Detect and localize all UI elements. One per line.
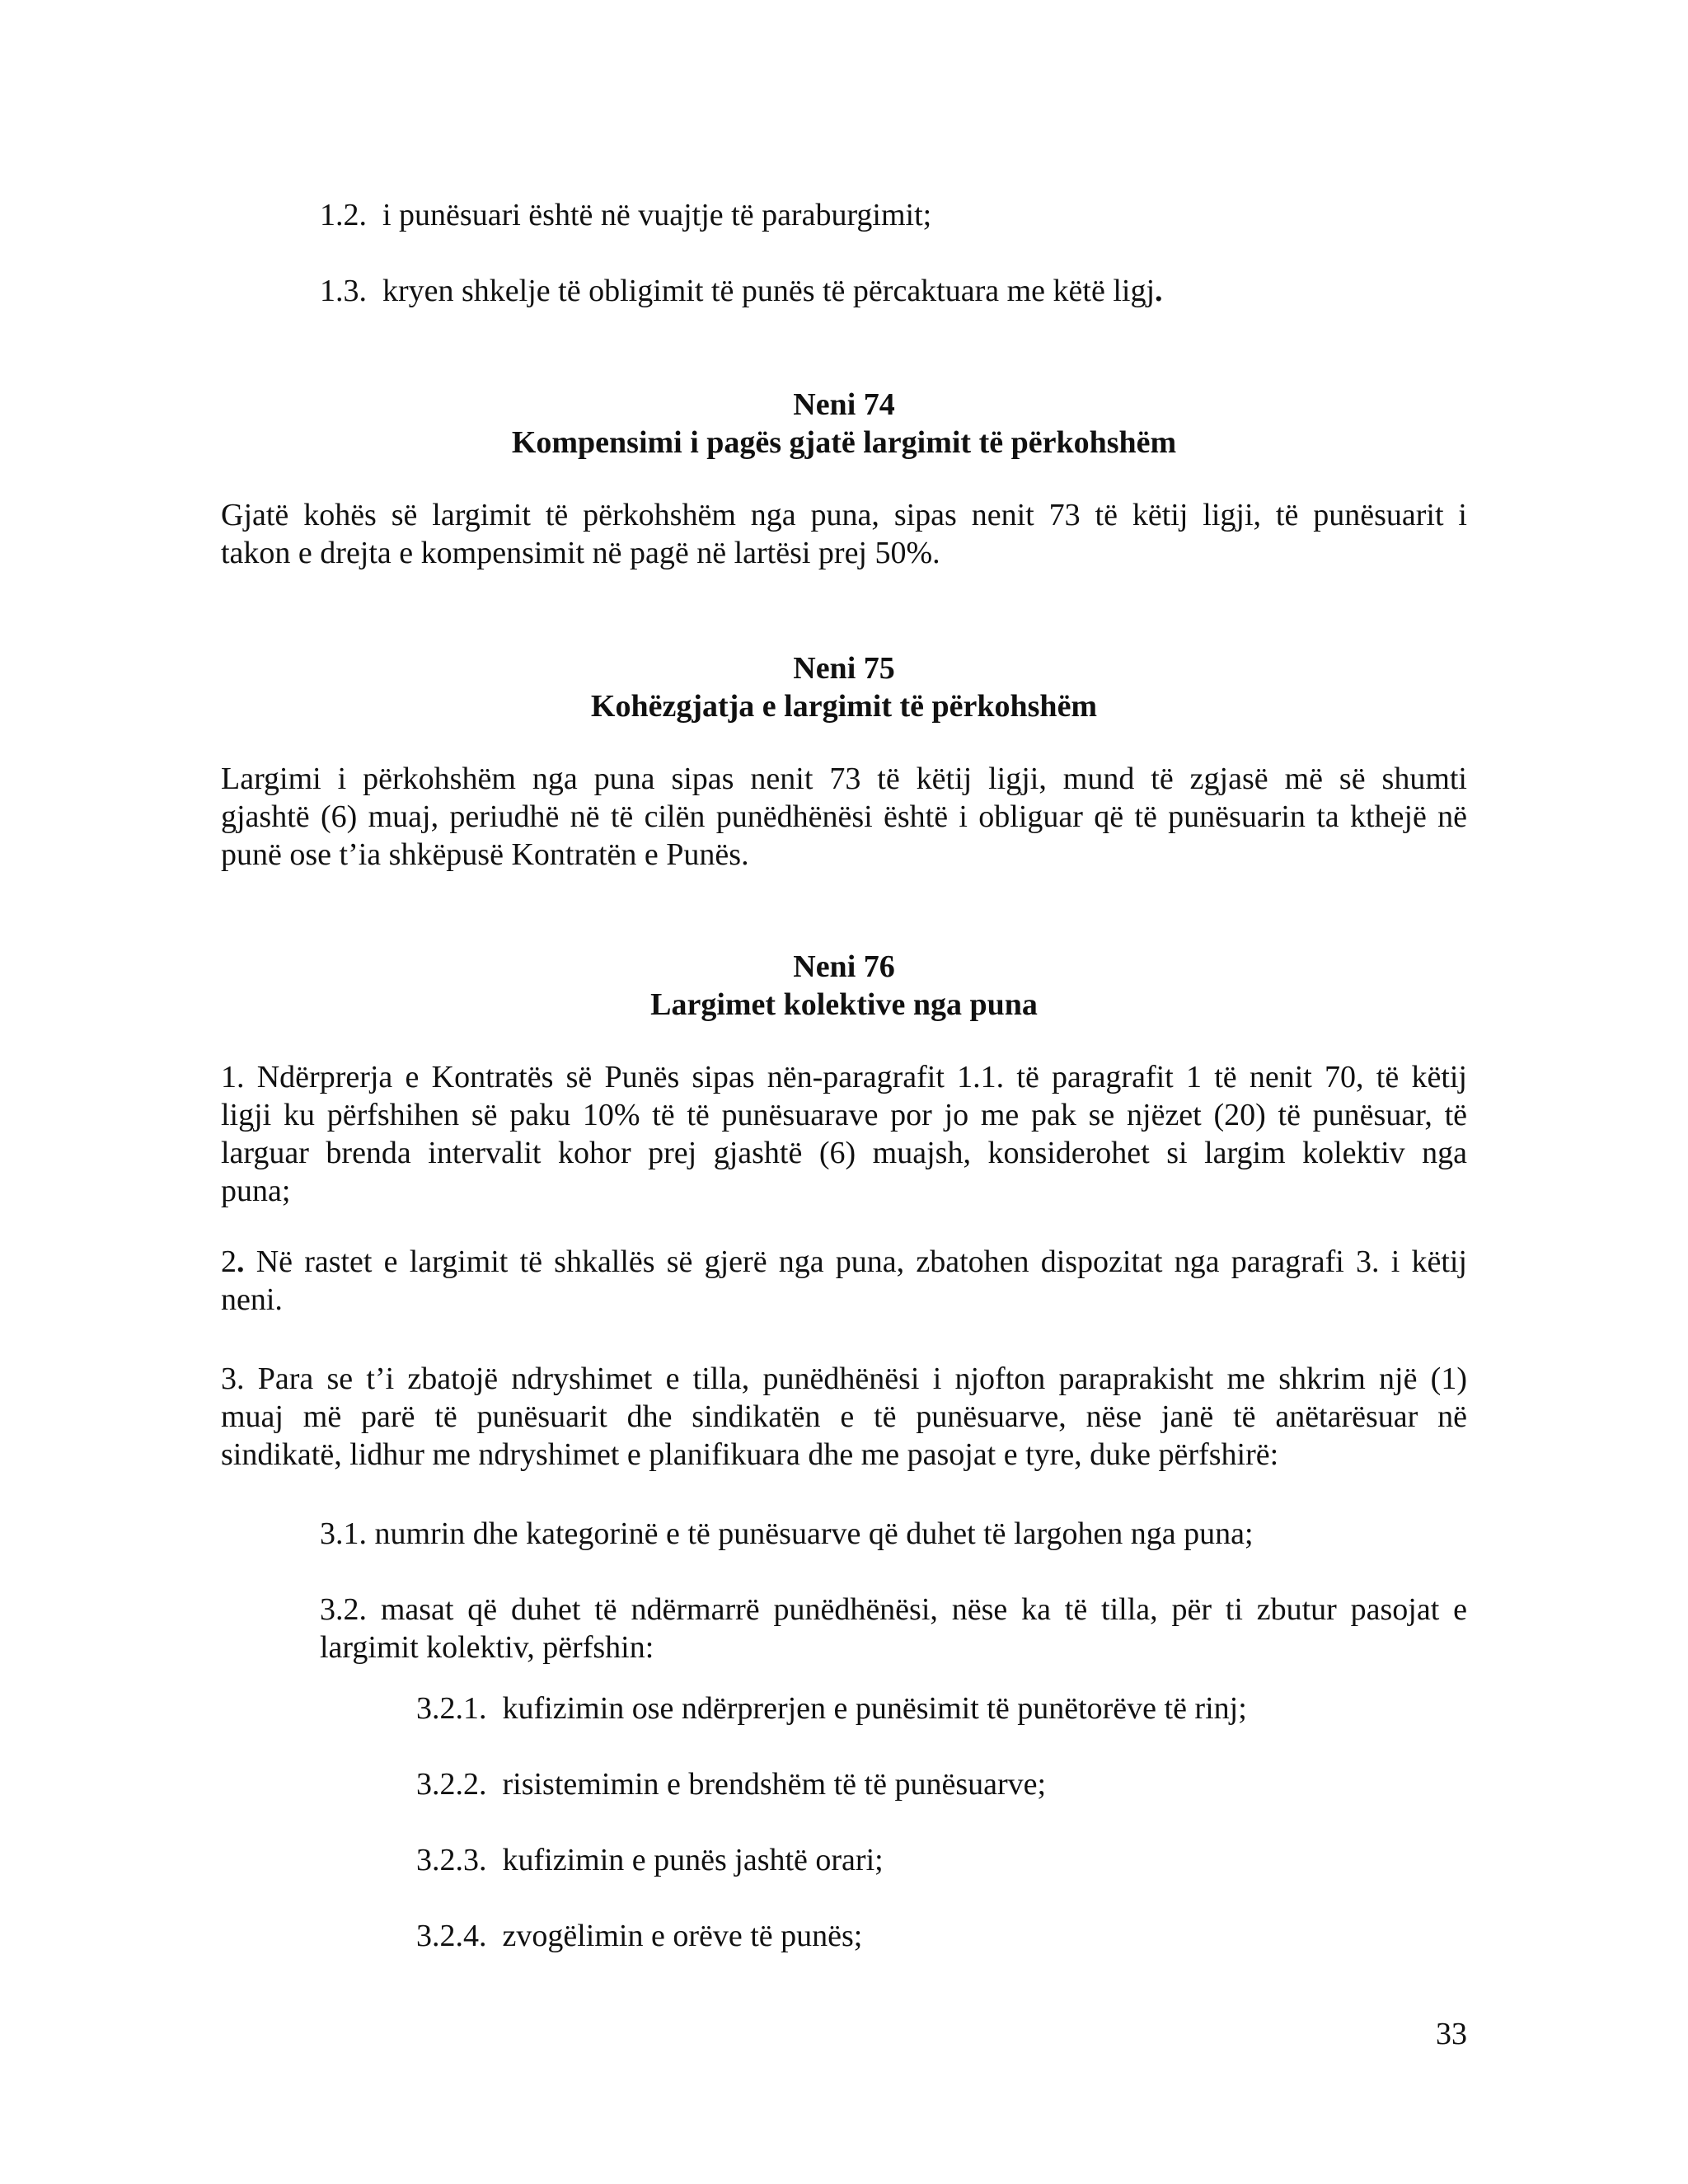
list-item-text: kryen shkelje të obligimit të punës të përcaktuara me këtë ligj	[382, 274, 1156, 308]
paragraph-number: 2	[221, 1244, 237, 1279]
paragraph-line: Gjatë kohës së largimit të përkohshëm nga puna, sipas nenit 73 të këtij ligji, të punësuarit i	[221, 498, 1467, 532]
sub-item-3-2-4	[416, 1917, 862, 1955]
paragraph-line: sindikatë, lidhur me ndryshimet e planifikuara dhe me pasojat e tyre, duke përfshirë:	[221, 1437, 1279, 1472]
paragraph-line: neni.	[221, 1282, 283, 1317]
sub-item-text: kufizimin ose ndërprerjen e punësimit të punëtorëve të rinj;	[502, 1691, 1247, 1726]
list-item-number: 1.3.	[320, 274, 367, 308]
list-item-1-3: 1.3. kryen shkelje të obligimit të punës të përcaktuara me këtë ligj.	[320, 274, 1163, 308]
paragraph-line: punë ose t’ia shkëpusë Kontratën e Punës.	[221, 837, 749, 872]
sub-item-number: 3.2.3.	[416, 1843, 487, 1877]
paragraph-line: larguar brenda intervalit kohor prej gjashtë (6) muajsh, konsiderohet si largim kolektiv nga	[221, 1136, 1467, 1170]
sub-item-text: risistemimin e brendshëm të të punësuarve;	[502, 1767, 1047, 1802]
article-75-paragraph	[221, 760, 1467, 874]
sub-item-text: kufizimin e punës jashtë orari;	[502, 1843, 884, 1877]
article-title-75: Kohëzgjatja e largimit të përkohshëm	[590, 689, 1098, 724]
list-item-text: i punësuari është në vuajtje të paraburgimit;	[382, 198, 932, 232]
article-76-paragraph-3	[221, 1360, 1467, 1474]
sub-item-number: 3.2.2.	[416, 1767, 487, 1802]
list-item-number: 1.2.	[320, 198, 367, 232]
article-title-74: Kompensimi i pagës gjatë largimit të përkohshëm	[511, 425, 1177, 460]
paragraph-line: puna;	[221, 1174, 291, 1208]
paragraph-line: takon e drejta e kompensimit në pagë në lartësi prej 50%.	[221, 536, 940, 570]
sub-item-number: 3.2.4.	[416, 1919, 487, 1953]
article-76-paragraph-2	[221, 1243, 1467, 1319]
sub-item-3-2	[320, 1591, 1467, 1666]
sub-item-3-2-2	[416, 1765, 1046, 1803]
article-number-76: Neni 76	[793, 949, 895, 984]
paragraph-line: ligji ku përfshihen së paku 10% të të punësuarave por jo me pak se njëzet (20) të punësuar, të	[221, 1098, 1467, 1132]
article-76-paragraph-1	[221, 1058, 1467, 1210]
sub-item-3-2-3	[416, 1841, 884, 1879]
paragraph-line: 2. Në rastet e largimit të shkallës së gjerë nga puna, zbatohen dispozitat nga paragrafi 3. i këtij	[221, 1244, 1467, 1279]
sub-item-number: 3.2.1.	[416, 1691, 487, 1726]
paragraph-line: largimit kolektiv, përfshin:	[320, 1630, 654, 1665]
article-74-paragraph	[221, 496, 1467, 572]
paragraph-text: Në rastet e largimit të shkallës së gjerë nga puna, zbatohen dispozitat nga paragrafi 3. i këtij	[244, 1244, 1467, 1279]
paragraph-line: muaj më parë të punësuarit dhe sindikatën e të punësuarve, nëse janë të anëtarësuar në	[221, 1399, 1467, 1434]
list-item-1-2	[320, 196, 931, 234]
sub-item-3-2-1	[416, 1690, 1247, 1727]
paragraph-line: Largimi i përkohshëm nga puna sipas nenit 73 të këtij ligji, mund të zgjasë më së shumti	[221, 762, 1467, 796]
article-title-76: Largimet kolektive nga puna	[650, 987, 1038, 1022]
page-number: 33	[1436, 2017, 1467, 2051]
sub-item-text: zvogëlimin e orëve të punës;	[502, 1919, 863, 1953]
sub-item-3-1: 3.1. numrin dhe kategorinë e të punësuarve që duhet të largohen nga puna;	[320, 1516, 1254, 1551]
paragraph-line: 3. Para se t’i zbatojë ndryshimet e tilla, punëdhënësi i njofton paraprakisht me shkrim një (1)	[221, 1361, 1467, 1396]
paragraph-line: 3.2. masat që duhet të ndërmarrë punëdhënësi, nëse ka të tilla, për ti zbutur pasojat e	[320, 1592, 1467, 1627]
article-number-75: Neni 75	[793, 651, 895, 686]
paragraph-line: 1. Ndërprerja e Kontratës së Punës sipas nën-paragrafit 1.1. të paragrafit 1 të nenit 70, të këtij	[221, 1060, 1467, 1094]
paragraph-line: gjashtë (6) muaj, periudhë në të cilën punëdhënësi është i obliguar që të punësuarin ta kthejë në	[221, 799, 1467, 834]
article-number-74: Neni 74	[793, 387, 895, 422]
